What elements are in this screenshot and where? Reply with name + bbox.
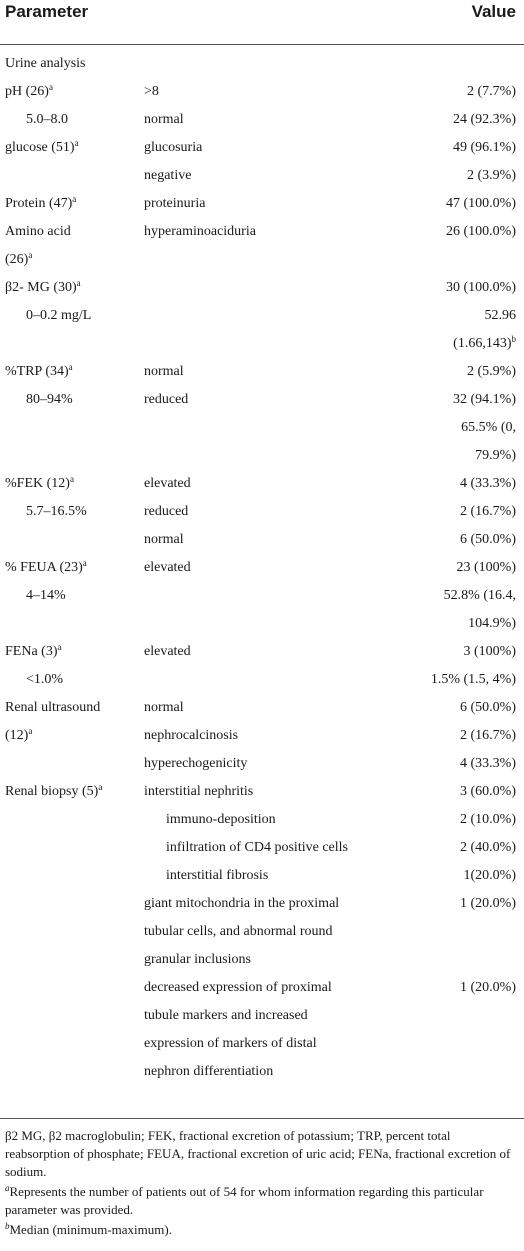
row-mitochondria-line1: giant mitochondria in the proximal — [144, 896, 340, 911]
row-trp-value: 2 (5.9%) — [467, 364, 516, 379]
row-feua-range: 4–14% — [26, 588, 66, 603]
row-fek-label: %FEK (12) — [5, 476, 70, 491]
table-row — [0, 106, 524, 134]
table-row — [0, 218, 524, 274]
row-fena-median: 1.5% (1.5, 4%) — [430, 672, 516, 687]
header-rule — [0, 44, 524, 45]
row-glucose-negative-value: 2 (3.9%) — [467, 168, 516, 183]
table-row — [0, 722, 524, 750]
row-ph-category: >8 — [144, 84, 159, 99]
table-footnotes — [5, 1127, 515, 1241]
footnote-a-text: Represents the number of patients out of 54 for whom information regarding this particular parameter was provided. — [5, 1184, 484, 1217]
row-trp-category: normal — [144, 364, 184, 379]
row-markers-value: 1 (20.0%) — [460, 980, 516, 995]
row-markers-line4: nephron differentiation — [144, 1064, 274, 1079]
row-protein-value: 47 (100.0%) — [446, 196, 516, 211]
table-row — [0, 974, 524, 1086]
row-ultrasound-count: (12) — [5, 728, 29, 743]
footnote-b-marker: b — [5, 1221, 10, 1231]
row-feua-median: 52.8% (16.4, — [443, 588, 516, 603]
row-ph-normal-value: 24 (92.3%) — [453, 112, 516, 127]
footnote-marker-a: a — [68, 362, 73, 372]
row-amino-acid-value: 26 (100.0%) — [446, 224, 516, 239]
row-markers-line1: decreased expression of proximal — [144, 980, 332, 995]
row-cd4-category: infiltration of CD4 positive cells — [166, 840, 348, 855]
row-fena-category: elevated — [144, 644, 191, 659]
footnote-marker-a: a — [69, 474, 74, 484]
row-amino-acid-category: hyperaminoaciduria — [144, 224, 256, 239]
row-feua-value: 23 (100%) — [456, 560, 516, 575]
row-feua-label: % FEUA (23) — [5, 560, 83, 575]
row-protein-category: proteinuria — [144, 196, 206, 211]
table-header — [0, 0, 524, 44]
row-ph-label: pH (26) — [5, 84, 49, 99]
row-glucose-value: 49 (96.1%) — [453, 140, 516, 155]
row-fek-normal-category: normal — [144, 532, 184, 547]
footnote-marker-a: a — [82, 558, 87, 568]
table-row — [0, 386, 524, 414]
table-row — [0, 190, 524, 218]
footnote-a-marker: a — [5, 1183, 10, 1193]
bottom-rule — [0, 1118, 524, 1119]
table-row — [0, 778, 524, 806]
footnote-marker-a: a — [28, 726, 33, 736]
row-fek-range: 5.7–16.5% — [26, 504, 87, 519]
row-ph-value: 2 (7.7%) — [467, 84, 516, 99]
table-row — [0, 358, 524, 386]
row-fek-normal-value: 6 (50.0%) — [460, 532, 516, 547]
row-biopsy-label: Renal biopsy (5) — [5, 784, 99, 799]
row-b2mg-value: 30 (100.0%) — [446, 280, 516, 295]
table-row — [0, 302, 524, 358]
row-trp-reduced-value: 32 (94.1%) — [453, 392, 516, 407]
row-markers-line3: expression of markers of distal — [144, 1036, 317, 1051]
table-row — [0, 134, 524, 162]
table-row — [0, 666, 524, 694]
row-fena-range: <1.0% — [26, 672, 64, 687]
row-protein-label: Protein (47) — [5, 196, 73, 211]
row-trp-median: 65.5% (0, — [461, 420, 516, 435]
row-ultrasound-label: Renal ultrasound — [5, 700, 101, 715]
table-row — [0, 834, 524, 862]
row-glucose-category: glucosuria — [144, 140, 203, 155]
row-trp-reduced-category: reduced — [144, 392, 189, 407]
row-b2mg-median: 52.96 — [484, 308, 516, 323]
footnote-abbreviations: β2 MG, β2 macroglobulin; FEK, fractional excretion of potassium; TRP, percent total reabsorption of phosphate; FEUA, fractional excretion of uric acid; FENa, fractional excretion of sodium. — [5, 1128, 511, 1179]
row-fena-value: 3 (100%) — [463, 644, 516, 659]
table-row — [0, 806, 524, 834]
row-nephrocalcinosis-value: 2 (16.7%) — [460, 728, 516, 743]
row-glucose-label: glucose (51) — [5, 140, 75, 155]
row-biopsy-category: interstitial nephritis — [144, 784, 254, 799]
row-fibrosis-value: 1(20.0%) — [463, 868, 516, 883]
table-row — [0, 862, 524, 890]
row-mitochondria-line2: tubular cells, and abnormal round — [144, 924, 333, 939]
row-mitochondria-line3: granular inclusions — [144, 952, 251, 967]
row-immuno-deposition-category: immuno-deposition — [166, 812, 276, 827]
footnote-marker-a: a — [76, 278, 81, 288]
row-b2mg-minmax: (1.66,143) — [453, 336, 512, 351]
row-cd4-value: 2 (40.0%) — [460, 840, 516, 855]
table-row — [0, 50, 524, 78]
row-amino-acid-label: Amino acid — [5, 224, 71, 239]
table-row — [0, 638, 524, 666]
footnote-marker-a: a — [57, 642, 62, 652]
table-row — [0, 694, 524, 722]
table-row — [0, 750, 524, 778]
row-urine-analysis-label: Urine analysis — [5, 56, 86, 71]
header-value: Value — [471, 2, 516, 21]
row-trp-label: %TRP (34) — [5, 364, 69, 379]
footnote-b-text: Median (minimum-maximum). — [9, 1222, 172, 1237]
table-row — [0, 526, 524, 554]
table-row — [0, 498, 524, 526]
row-trp-range: 80–94% — [26, 392, 73, 407]
footnote-marker-b: b — [511, 334, 516, 344]
row-feua-minmax: 104.9%) — [468, 616, 516, 631]
row-fek-value: 4 (33.3%) — [460, 476, 516, 491]
row-b2mg-label: β2- MG (30) — [5, 280, 77, 295]
row-ultrasound-value: 6 (50.0%) — [460, 700, 516, 715]
table-row — [0, 554, 524, 582]
table-row — [0, 582, 524, 638]
row-hyperechogenicity-category: hyperechogenicity — [144, 756, 248, 771]
row-fena-label: FENa (3) — [5, 644, 58, 659]
row-trp-minmax: 79.9%) — [475, 448, 516, 463]
table-row — [0, 78, 524, 106]
table-body — [0, 50, 524, 1086]
footnote-marker-a: a — [28, 250, 33, 260]
row-glucose-negative-category: negative — [144, 168, 192, 183]
row-b2mg-range: 0–0.2 mg/L — [26, 308, 92, 323]
row-mitochondria-value: 1 (20.0%) — [460, 896, 516, 911]
row-fibrosis-category: interstitial fibrosis — [166, 868, 269, 883]
row-fek-reduced-value: 2 (16.7%) — [460, 504, 516, 519]
footnote-marker-a: a — [74, 138, 79, 148]
row-biopsy-value: 3 (60.0%) — [460, 784, 516, 799]
row-hyperechogenicity-value: 4 (33.3%) — [460, 756, 516, 771]
row-ph-range: 5.0–8.0 — [26, 112, 68, 127]
row-immuno-deposition-value: 2 (10.0%) — [460, 812, 516, 827]
row-amino-acid-count: (26) — [5, 252, 29, 267]
footnote-marker-a: a — [72, 194, 77, 204]
footnote-marker-a: a — [98, 782, 103, 792]
table-row — [0, 470, 524, 498]
table-row — [0, 274, 524, 302]
row-markers-line2: tubule markers and increased — [144, 1008, 308, 1023]
footnote-marker-a: a — [48, 82, 53, 92]
table-row — [0, 162, 524, 190]
table-row — [0, 890, 524, 974]
row-fek-reduced-category: reduced — [144, 504, 189, 519]
header-parameter: Parameter — [5, 2, 89, 21]
row-fek-category: elevated — [144, 476, 191, 491]
row-feua-category: elevated — [144, 560, 191, 575]
row-nephrocalcinosis-category: nephrocalcinosis — [144, 728, 239, 743]
row-ph-normal-category: normal — [144, 112, 184, 127]
row-ultrasound-category: normal — [144, 700, 184, 715]
table-row — [0, 414, 524, 470]
